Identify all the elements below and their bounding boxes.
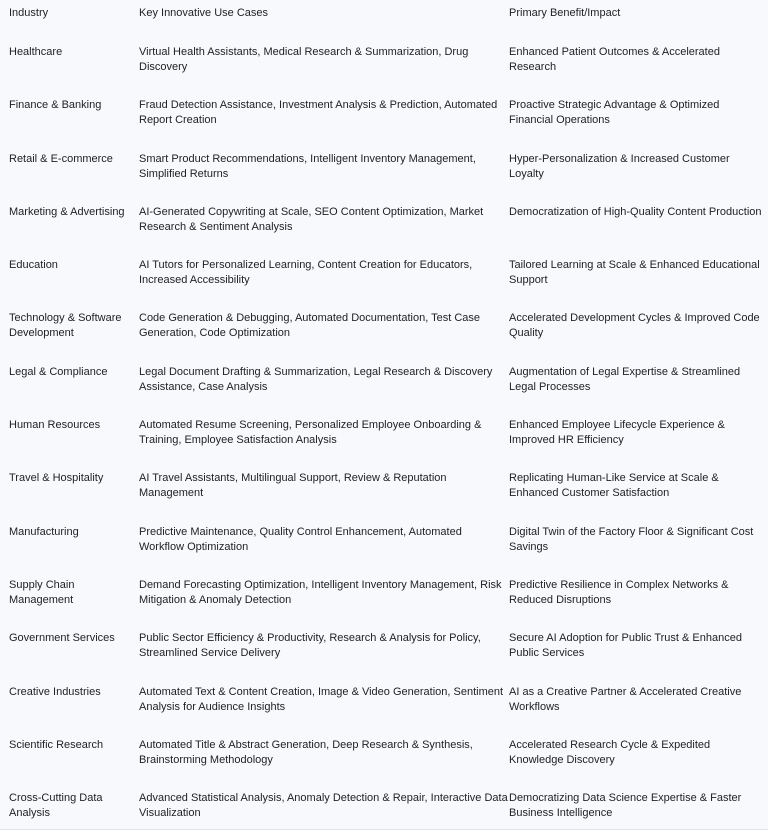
industry-cell: Human Resources	[9, 419, 101, 432]
use-cases-cell: Code Generation & Debugging, Automated Documentation, Test Case Generation, Code Optimization	[139, 312, 481, 340]
use-cases-cell: Demand Forecasting Optimization, Intelligent Inventory Management, Risk Mitigation & Anomaly Detection	[139, 578, 502, 606]
benefit-cell: Democratization of High-Quality Content Production	[509, 205, 762, 218]
use-cases-cell: Automated Title & Abstract Generation, Deep Research & Synthesis, Brainstorming Methodology	[139, 738, 473, 766]
industry-cell: Finance & Banking	[9, 99, 102, 112]
table-row	[0, 144, 768, 197]
benefit-cell: Hyper-Personalization & Increased Customer Loyalty	[509, 152, 730, 180]
benefit-cell: Replicating Human-Like Service at Scale & Enhanced Customer Satisfaction	[509, 472, 719, 500]
benefit-cell: Democratizing Data Science Expertise & Faster Business Intelligence	[509, 792, 742, 820]
table-row	[0, 410, 768, 463]
use-cases-cell: Predictive Maintenance, Quality Control Enhancement, Automated Workflow Optimization	[139, 525, 462, 553]
industry-cell: Technology & Software Development	[9, 312, 122, 340]
benefit-cell: Predictive Resilience in Complex Networks & Reduced Disruptions	[509, 578, 729, 606]
header-benefit: Primary Benefit/Impact	[509, 7, 621, 19]
benefit-cell: Tailored Learning at Scale & Enhanced Educational Support	[509, 259, 760, 287]
benefit-cell: Accelerated Development Cycles & Improved Code Quality	[509, 312, 760, 340]
industry-cell: Cross-Cutting Data Analysis	[9, 792, 103, 820]
table-row	[0, 730, 768, 783]
industry-cell: Travel & Hospitality	[9, 472, 104, 485]
benefit-cell: Proactive Strategic Advantage & Optimized Financial Operations	[509, 99, 720, 127]
industry-cell: Healthcare	[9, 46, 63, 58]
industry-cell: Manufacturing	[9, 525, 79, 538]
benefit-cell: Secure AI Adoption for Public Trust & Enhanced Public Services	[509, 632, 742, 660]
use-cases-cell: Automated Resume Screening, Personalized Employee Onboarding & Training, Employee Satisfaction Analysis	[139, 419, 482, 447]
use-cases-cell: AI-Generated Copywriting at Scale, SEO Content Optimization, Market Research & Sentiment Analysis	[139, 205, 484, 233]
table-row	[0, 357, 768, 410]
table-row	[0, 623, 768, 676]
use-cases-cell: Fraud Detection Assistance, Investment Analysis & Prediction, Automated Report Creation	[139, 99, 498, 127]
use-cases-cell: Legal Document Drafting & Summarization, Legal Research & Discovery Assistance, Case Analysis	[139, 365, 493, 393]
industry-cell: Retail & E-commerce	[9, 152, 113, 165]
header-use-cases: Key Innovative Use Cases	[139, 7, 269, 19]
use-cases-cell: Virtual Health Assistants, Medical Research & Summarization, Drug Discovery	[139, 46, 469, 73]
table-row	[0, 37, 768, 90]
industry-cell: Government Services	[9, 632, 115, 645]
industry-cell: Education	[9, 259, 58, 272]
table-row	[0, 570, 768, 623]
table-row	[0, 197, 768, 250]
benefit-cell: AI as a Creative Partner & Accelerated Creative Workflows	[509, 685, 742, 713]
table-row	[0, 250, 768, 303]
table-row	[0, 677, 768, 730]
header-industry: Industry	[9, 7, 49, 19]
use-cases-cell: Advanced Statistical Analysis, Anomaly Detection & Repair, Interactive Data Visualization	[139, 792, 508, 820]
industry-cell: Legal & Compliance	[9, 365, 108, 378]
use-cases-cell: AI Travel Assistants, Multilingual Support, Review & Reputation Management	[139, 472, 447, 500]
table-row	[0, 90, 768, 143]
industry-cell: Creative Industries	[9, 685, 101, 698]
industry-cell: Supply Chain Management	[9, 578, 75, 606]
table-row	[0, 783, 768, 836]
table-row	[0, 463, 768, 516]
industry-cell: Scientific Research	[9, 738, 104, 751]
industry-cell: Marketing & Advertising	[9, 205, 125, 218]
table-header-row	[0, 0, 768, 37]
table-row	[0, 303, 768, 356]
benefit-cell: Accelerated Research Cycle & Expedited Knowledge Discovery	[509, 738, 711, 766]
use-cases-cell: Smart Product Recommendations, Intelligent Inventory Management, Simplified Returns	[139, 152, 476, 180]
benefit-cell: Enhanced Employee Lifecycle Experience & Improved HR Efficiency	[509, 419, 725, 447]
table-row	[0, 517, 768, 570]
use-cases-cell: AI Tutors for Personalized Learning, Content Creation for Educators, Increased Accessibility	[139, 259, 473, 287]
use-cases-cell: Automated Text & Content Creation, Image & Video Generation, Sentiment Analysis for Audience Insights	[139, 685, 504, 713]
benefit-cell: Enhanced Patient Outcomes & Accelerated Research	[509, 46, 720, 73]
benefit-cell: Augmentation of Legal Expertise & Streamlined Legal Processes	[509, 365, 741, 393]
benefit-cell: Digital Twin of the Factory Floor & Significant Cost Savings	[509, 525, 754, 553]
use-cases-cell: Public Sector Efficiency & Productivity, Research & Analysis for Policy, Streamlined Service Delivery	[139, 632, 481, 660]
